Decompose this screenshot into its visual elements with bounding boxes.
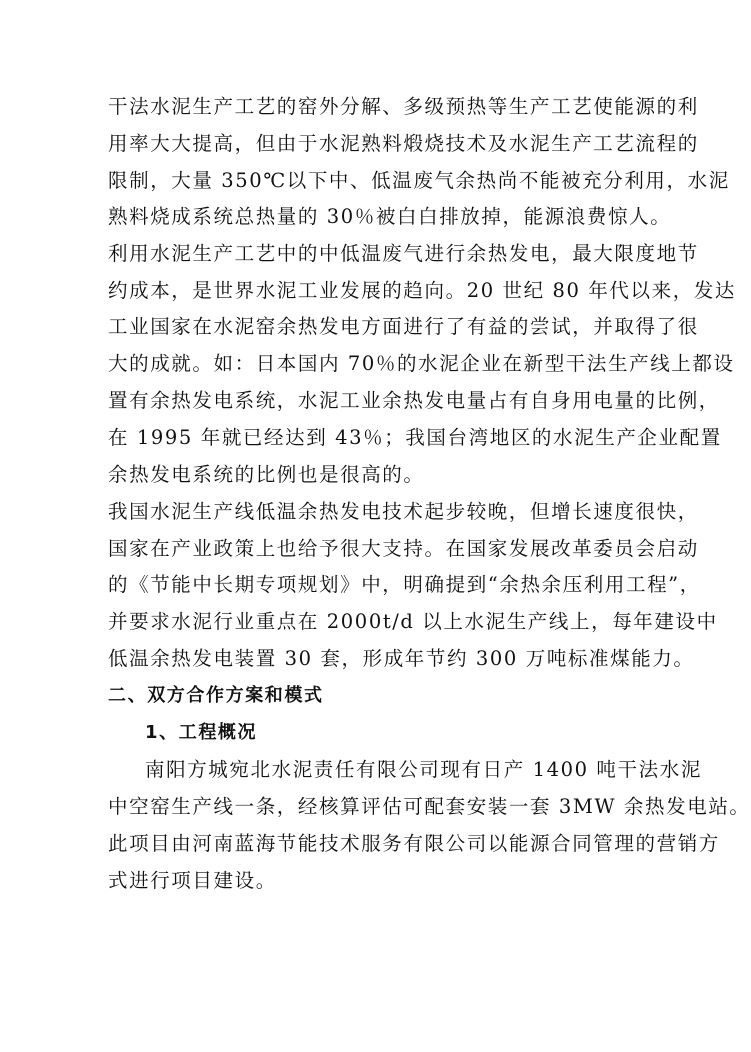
- paragraph-2-line-7: 余热发电系统的比例也是很高的。: [108, 463, 425, 486]
- paragraph-1-line-2: 用率大大提高，但由于水泥熟料煅烧技术及水泥生产工艺流程的: [108, 132, 699, 155]
- subsection-heading: 1、工程概况: [145, 722, 258, 743]
- paragraph-3-line-5: 低温余热发电装置 30 套，形成年节约 300 万吨标准煤能力。: [108, 647, 695, 670]
- paragraph-2-line-5: 置有余热发电系统，水泥工业余热发电量占有自身用电量的比例，: [108, 389, 720, 412]
- overview-line-2: 中空窑生产线一条，经核算评估可配套安装一套 3MW 余热发电站。: [108, 795, 751, 818]
- paragraph-1-line-3: 限制，大量 350℃以下中、低温废气余热尚不能被充分利用，水泥: [108, 169, 730, 192]
- paragraph-2-line-6: 在 1995 年就已经达到 43％；我国台湾地区的水泥生产企业配置: [108, 426, 722, 449]
- paragraph-2-line-4: 大的成就。如：日本国内 70％的水泥企业在新型干法生产线上都设: [108, 352, 735, 375]
- section-heading: 二、双方合作方案和模式: [108, 685, 324, 706]
- paragraph-2-line-2: 约成本，是世界水泥工业发展的趋向。20 世纪 80 年代以来，发达: [108, 279, 737, 302]
- overview-line-3: 此项目由河南蓝海节能技术服务有限公司以能源合同管理的营销方: [108, 832, 720, 855]
- paragraph-2-line-3: 工业国家在水泥窑余热发电方面进行了有益的尝试，并取得了很: [108, 315, 699, 338]
- paragraph-3-line-2: 国家在产业政策上也给予很大支持。在国家发展改革委员会启动: [108, 537, 699, 560]
- paragraph-1-line-4: 熟料烧成系统总热量的 30％被白白排放掉，能源浪费惊人。: [108, 205, 672, 228]
- paragraph-3-line-3: 的《节能中长期专项规划》中，明确提到“余热余压利用工程”，: [108, 573, 701, 596]
- paragraph-3-line-4: 并要求水泥行业重点在 2000t/d 以上水泥生产线上，每年建设中: [108, 610, 718, 633]
- overview-line-1: 南阳方城宛北水泥责任有限公司现有日产 1400 吨干法水泥: [145, 758, 702, 781]
- paragraph-2-line-1: 利用水泥生产工艺中的中低温废气进行余热发电，最大限度地节: [108, 242, 699, 265]
- paragraph-3-line-1: 我国水泥生产线低温余热发电技术起步较晚，但增长速度很快，: [108, 500, 699, 523]
- paragraph-1-line-1: 干法水泥生产工艺的窑外分解、多级预热等生产工艺使能源的利: [108, 95, 699, 118]
- overview-line-4: 式进行项目建设。: [108, 869, 277, 892]
